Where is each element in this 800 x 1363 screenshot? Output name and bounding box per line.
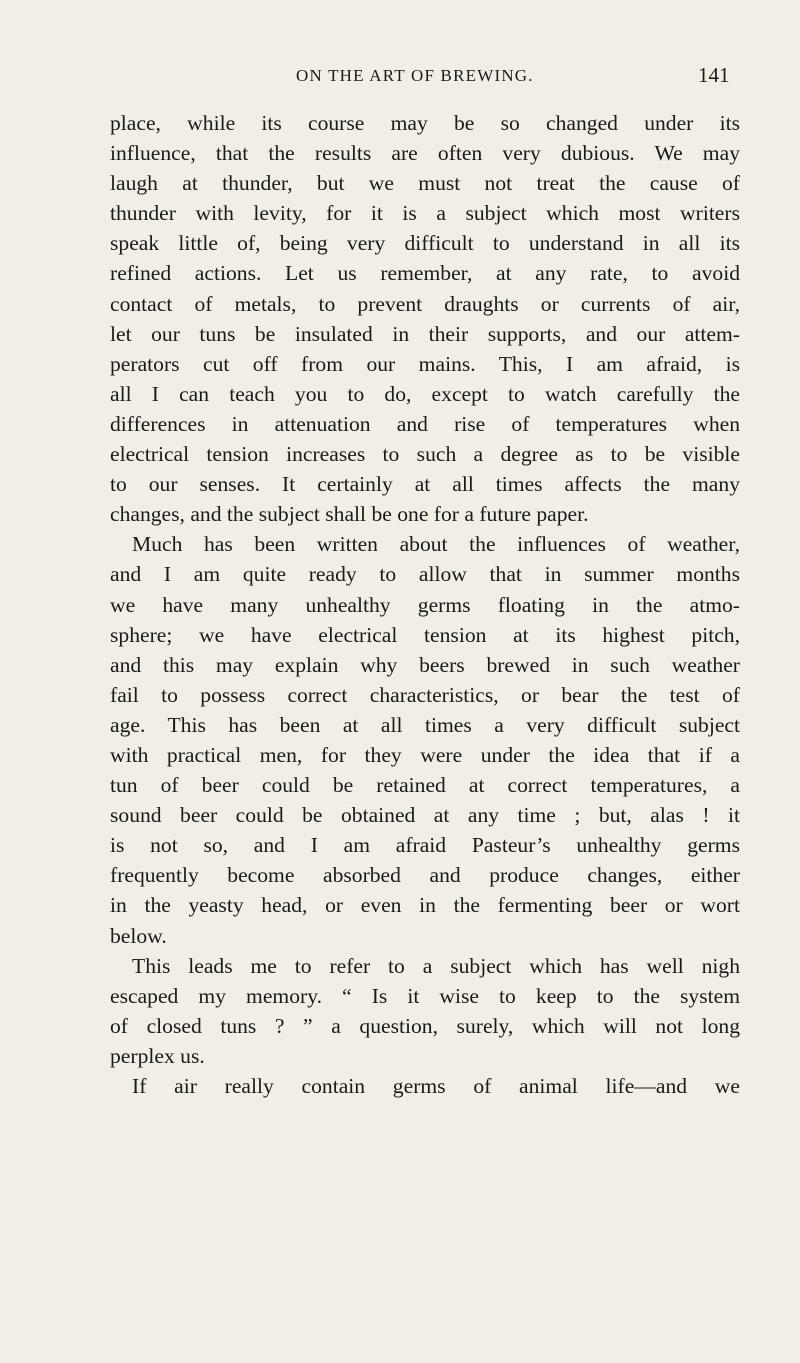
text-line: is not so, and I am afraid Pasteur’s unhealthy germs xyxy=(110,833,740,858)
text-line: in the yeasty head, or even in the fermenting beer or wort xyxy=(110,893,740,918)
running-title: ON THE ART OF BREWING. xyxy=(296,66,534,85)
text-line: electrical tension increases to such a degree as to be visible xyxy=(110,442,740,467)
body-text xyxy=(110,108,740,1101)
text-line: sound beer could be obtained at any time ; but, alas ! it xyxy=(110,803,740,828)
text-line: and I am quite ready to allow that in summer months xyxy=(110,562,740,587)
text-line: contact of metals, to prevent draughts or currents of air, xyxy=(110,291,740,316)
text-line: laugh at thunder, but we must not treat the cause of xyxy=(110,171,740,196)
text-line: influence, that the results are often very dubious. We may xyxy=(110,141,740,166)
text-line: speak little of, being very difficult to understand in all its xyxy=(110,231,740,256)
text-line: place, while its course may be so changed under its xyxy=(110,111,740,135)
text-line: and this may explain why beers brewed in such weather xyxy=(110,652,740,677)
text-line: tun of beer could be retained at correct temperatures, a xyxy=(110,773,740,798)
text-line: frequently become absorbed and produce changes, either xyxy=(110,863,740,888)
text-line: below. xyxy=(110,923,167,948)
text-line: fail to possess correct characteristics, or bear the test of xyxy=(110,682,740,707)
text-line: we have many unhealthy germs floating in the atmo- xyxy=(110,592,740,617)
text-line: changes, and the subject shall be one for a future paper. xyxy=(110,502,589,527)
text-line: This leads me to refer to a subject which has well nigh xyxy=(132,953,740,978)
text-line: to our senses. It certainly at all times affects the many xyxy=(110,472,740,497)
text-line: refined actions. Let us remember, at any rate, to avoid xyxy=(110,261,740,286)
text-line: differences in attenuation and rise of temperatures when xyxy=(110,411,740,436)
text-line: of closed tuns ? ” a question, surely, which will not long xyxy=(110,1013,740,1038)
page-number: 141 xyxy=(698,63,730,87)
text-line: thunder with levity, for it is a subject which most writers xyxy=(110,201,740,226)
running-head xyxy=(0,63,800,100)
text-line: let our tuns be insulated in their supports, and our attem- xyxy=(110,321,740,346)
text-line: perplex us. xyxy=(110,1043,205,1068)
text-line: Much has been written about the influences of weather, xyxy=(132,532,740,557)
text-line: perators cut off from our mains. This, I am afraid, is xyxy=(110,351,740,376)
text-line: If air really contain germs of animal life—and we xyxy=(132,1074,740,1098)
text-line: escaped my memory. “ Is it wise to keep to the system xyxy=(110,983,740,1008)
text-line: with practical men, for they were under the idea that if a xyxy=(110,742,740,767)
text-line: all I can teach you to do, except to watch carefully the xyxy=(110,381,740,406)
text-line: sphere; we have electrical tension at its highest pitch, xyxy=(110,622,740,647)
text-line: age. This has been at all times a very difficult subject xyxy=(110,712,740,737)
